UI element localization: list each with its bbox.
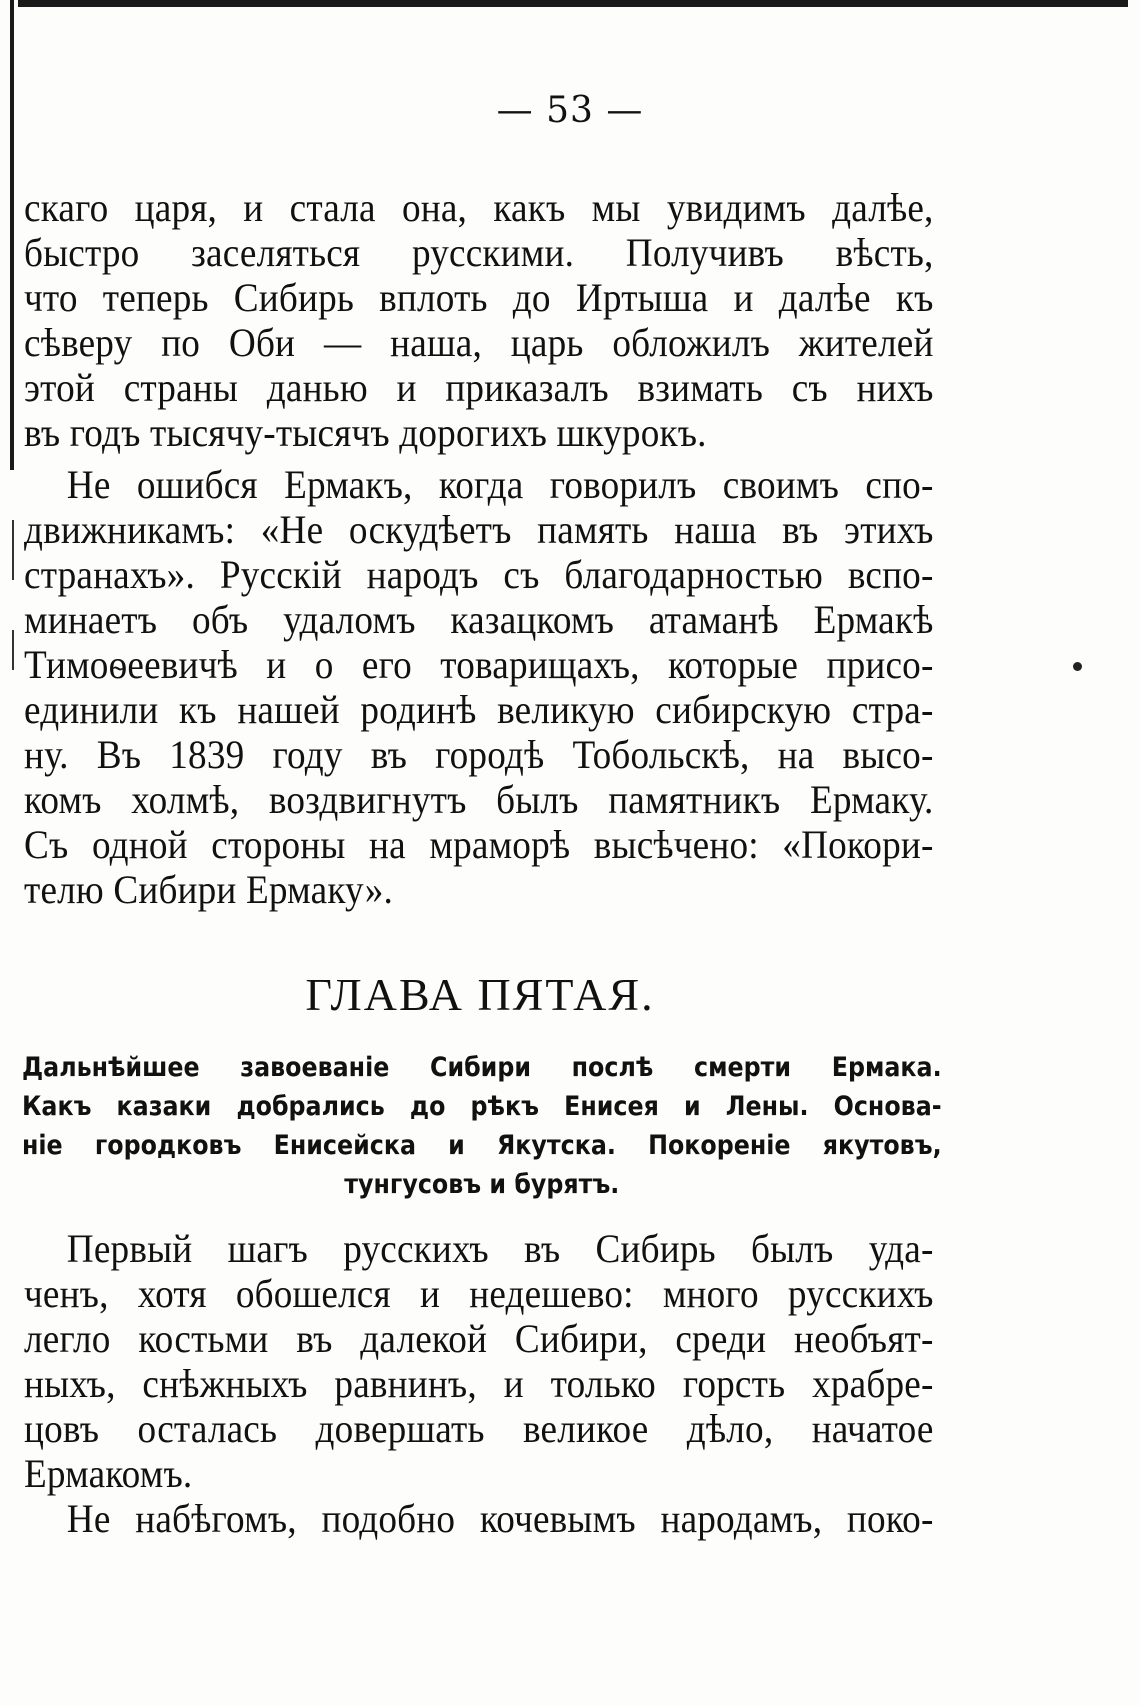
summary-line: ніе городковъ Енисейска и Якутска. Покореніе якутовъ, <box>22 1130 942 1161</box>
text-line: скаго царя, и стала она, какъ мы увидимъ далѣе, <box>24 185 934 230</box>
page-edge-mark <box>12 520 14 580</box>
paragraph-4 <box>24 1496 934 1541</box>
page-edge-mark <box>12 630 14 670</box>
page-top-edge <box>18 0 1128 7</box>
chapter-summary <box>22 1048 942 1204</box>
text-line: Тимоѳеевичѣ и о его товарищахъ, которые присо- <box>24 642 934 687</box>
text-line: этой страны данью и приказалъ взимать съ нихъ <box>24 365 934 410</box>
text-line: Съ одной стороны на мраморѣ высѣчено: «Покори- <box>24 822 934 867</box>
paragraph-1 <box>24 185 934 455</box>
text-line: что теперь Сибирь вплоть до Иртыша и далѣе къ <box>24 275 934 320</box>
page-number: — 53 — <box>496 90 644 131</box>
text-line: Не набѣгомъ, подобно кочевымъ народамъ, поко- <box>66 1496 934 1541</box>
ink-dot <box>1073 662 1082 671</box>
text-line: сѣверу по Оби — наша, царь обложилъ жителей <box>24 320 934 365</box>
text-line: быстро заселяться русскими. Получивъ вѣсть, <box>24 230 934 275</box>
text-line: движникамъ: «Не оскудѣетъ память наша въ этихъ <box>24 507 934 552</box>
text-line: странахъ». Русскій народъ съ благодарностью вспо- <box>24 552 934 597</box>
text-line: комъ холмѣ, воздвигнутъ былъ памятникъ Ермаку. <box>24 777 934 822</box>
summary-line: Дальнѣйшее завоеваніе Сибири послѣ смерти Ермака. <box>22 1052 942 1083</box>
text-line: Первый шагъ русскихъ въ Сибирь былъ уда- <box>66 1226 934 1271</box>
text-line: минаетъ объ удаломъ казацкомъ атаманѣ Ермакѣ <box>24 597 934 642</box>
summary-line: Какъ казаки добрались до рѣкъ Енисея и Лены. Основа- <box>22 1091 942 1122</box>
text-line: цовъ осталась довершать великое дѣло, начатое <box>24 1406 934 1451</box>
text-line: телю Сибири Ермаку». <box>24 867 394 912</box>
text-line: единили къ нашей родинѣ великую сибирскую стра- <box>24 687 934 732</box>
paragraph-2 <box>24 462 934 912</box>
text-line: Не ошибся Ермакъ, когда говорилъ своимъ спо- <box>66 462 934 507</box>
text-line: ченъ, хотя обошелся и недешево: много русскихъ <box>24 1271 934 1316</box>
paragraph-3 <box>24 1226 934 1496</box>
text-line: ныхъ, снѣжныхъ равнинъ, и только горсть храбре- <box>24 1361 934 1406</box>
text-line: въ годъ тысячу-тысячъ дорогихъ шкурокъ. <box>24 410 707 455</box>
text-line: Ермакомъ. <box>24 1451 193 1496</box>
text-line: легло костьми въ далекой Сибири, среди необъят- <box>24 1316 934 1361</box>
page-left-edge <box>10 0 14 470</box>
summary-line: тунгусовъ и бурятъ. <box>344 1169 620 1200</box>
text-line: ну. Въ 1839 году въ городѣ Тобольскѣ, на высо- <box>24 732 934 777</box>
chapter-title: ГЛАВА ПЯТАЯ. <box>305 969 655 1020</box>
